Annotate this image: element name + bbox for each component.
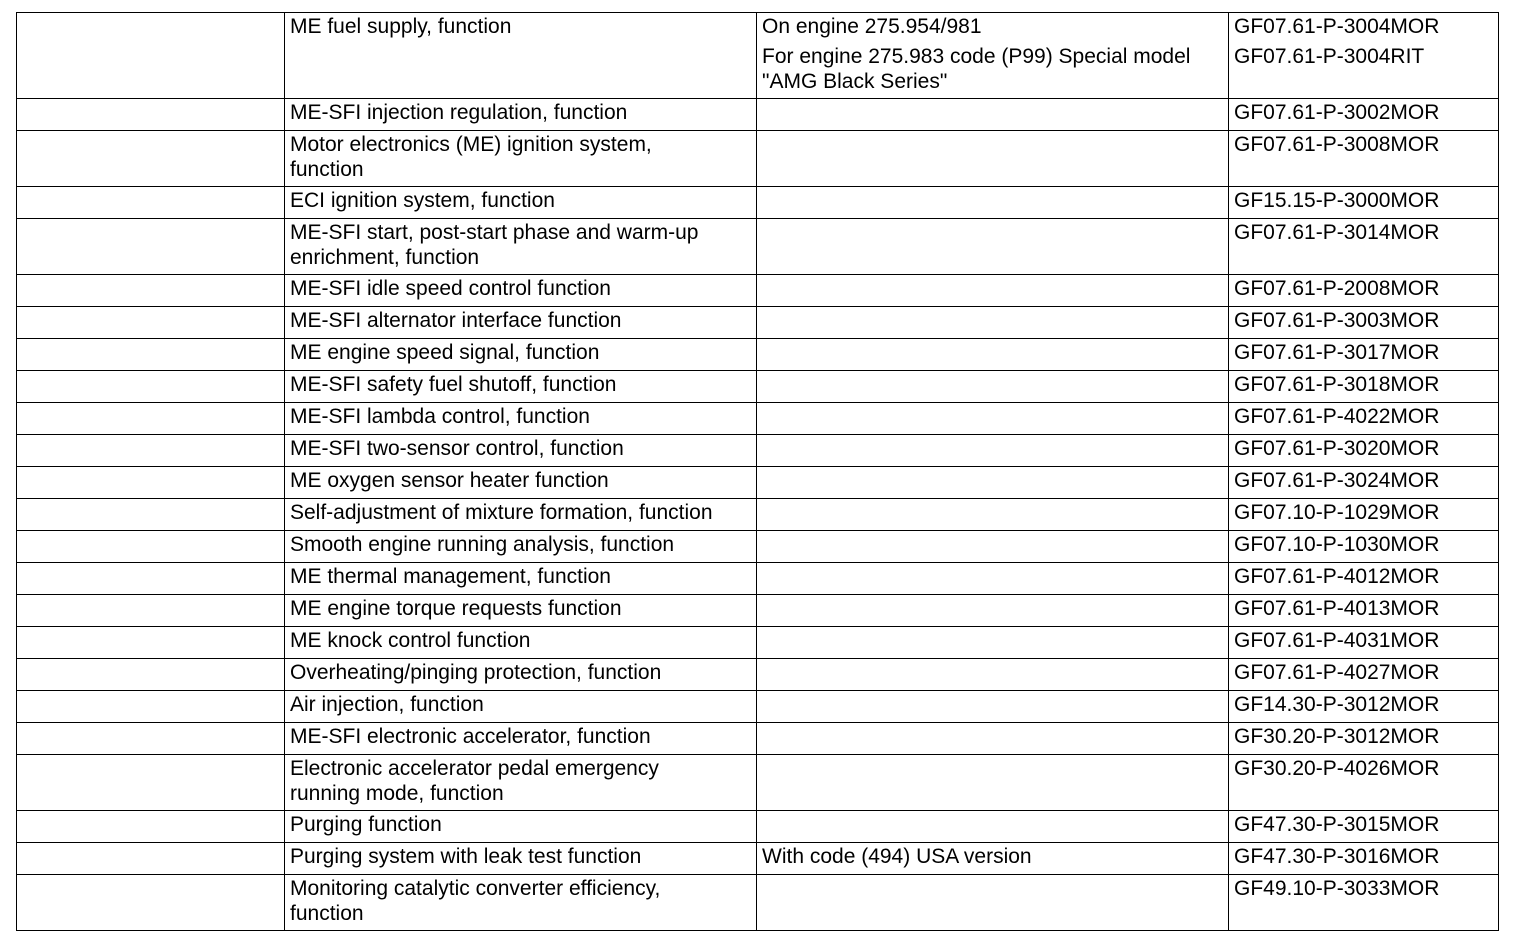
document-ref-cell <box>1229 659 1499 691</box>
table-row <box>17 13 1499 99</box>
blank-cell <box>17 187 285 219</box>
document-ref: GF07.61-P-3018MOR <box>1234 373 1440 396</box>
document-ref-cell <box>1229 13 1499 99</box>
notes-cell <box>757 659 1229 691</box>
document-ref: GF30.20-P-3012MOR <box>1234 725 1440 748</box>
document-ref: GF07.61-P-3003MOR <box>1234 309 1440 332</box>
notes-cell <box>757 723 1229 755</box>
function-cell: ME thermal management, function <box>285 563 757 595</box>
document-ref-cell <box>1229 219 1499 275</box>
table-row <box>17 627 1499 659</box>
table-row <box>17 499 1499 531</box>
document-ref: GF07.61-P-3017MOR <box>1234 341 1440 364</box>
notes-cell <box>757 875 1229 931</box>
document-ref-cell <box>1229 531 1499 563</box>
table-row <box>17 339 1499 371</box>
document-ref-cell <box>1229 691 1499 723</box>
table-row <box>17 467 1499 499</box>
notes-cell <box>757 187 1229 219</box>
document-ref: GF07.10-P-1029MOR <box>1234 501 1440 524</box>
blank-cell <box>17 371 285 403</box>
blank-cell <box>17 531 285 563</box>
document-ref: GF07.61-P-3004MOR <box>1234 15 1440 38</box>
document-ref: GF07.61-P-4013MOR <box>1234 597 1440 620</box>
notes-cell <box>757 531 1229 563</box>
document-ref-cell <box>1229 755 1499 811</box>
document-ref-cell <box>1229 499 1499 531</box>
table-row <box>17 811 1499 843</box>
table-row <box>17 435 1499 467</box>
note-text: With code (494) USA version <box>762 845 1032 868</box>
document-ref: GF07.61-P-3024MOR <box>1234 469 1440 492</box>
table-row <box>17 371 1499 403</box>
document-ref-cell <box>1229 627 1499 659</box>
blank-cell <box>17 435 285 467</box>
notes-cell <box>757 435 1229 467</box>
document-ref-cell <box>1229 307 1499 339</box>
table-row <box>17 99 1499 131</box>
notes-cell <box>757 563 1229 595</box>
document-ref-cell <box>1229 875 1499 931</box>
blank-cell <box>17 219 285 275</box>
notes-cell <box>757 755 1229 811</box>
function-cell: ME-SFI safety fuel shutoff, function <box>285 371 757 403</box>
document-ref: GF49.10-P-3033MOR <box>1234 877 1440 900</box>
table-row <box>17 723 1499 755</box>
table-row <box>17 187 1499 219</box>
notes-cell <box>757 371 1229 403</box>
document-ref: GF47.30-P-3016MOR <box>1234 845 1440 868</box>
document-ref-cell <box>1229 99 1499 131</box>
document-ref: GF30.20-P-4026MOR <box>1234 757 1440 780</box>
document-ref: GF07.10-P-1030MOR <box>1234 533 1440 556</box>
function-reference-table <box>16 12 1499 931</box>
function-cell: Motor electronics (ME) ignition system, function <box>285 131 757 187</box>
function-cell: ME-SFI alternator interface function <box>285 307 757 339</box>
function-cell: Overheating/pinging protection, function <box>285 659 757 691</box>
document-ref: GF07.61-P-3014MOR <box>1234 221 1440 244</box>
blank-cell <box>17 339 285 371</box>
notes-cell <box>757 811 1229 843</box>
table-row <box>17 219 1499 275</box>
table-row <box>17 691 1499 723</box>
table-row <box>17 595 1499 627</box>
document-ref-cell <box>1229 339 1499 371</box>
function-cell: ME engine speed signal, function <box>285 339 757 371</box>
blank-cell <box>17 595 285 627</box>
document-ref: GF07.61-P-4012MOR <box>1234 565 1440 588</box>
function-cell: ECI ignition system, function <box>285 187 757 219</box>
table-row <box>17 563 1499 595</box>
document-ref: GF14.30-P-3012MOR <box>1234 693 1440 716</box>
blank-cell <box>17 723 285 755</box>
notes-cell <box>757 499 1229 531</box>
document-ref-cell <box>1229 467 1499 499</box>
table-row <box>17 275 1499 307</box>
document-ref: GF07.61-P-3002MOR <box>1234 101 1440 124</box>
function-cell: Monitoring catalytic converter efficiency, function <box>285 875 757 931</box>
document-ref: GF07.61-P-4027MOR <box>1234 661 1440 684</box>
function-cell: Self-adjustment of mixture formation, function <box>285 499 757 531</box>
blank-cell <box>17 99 285 131</box>
document-ref: GF07.61-P-3008MOR <box>1234 133 1440 156</box>
blank-cell <box>17 843 285 875</box>
function-cell: ME-SFI idle speed control function <box>285 275 757 307</box>
notes-cell <box>757 691 1229 723</box>
notes-cell <box>757 13 1229 99</box>
blank-cell <box>17 811 285 843</box>
document-ref-cell <box>1229 275 1499 307</box>
document-ref: GF15.15-P-3000MOR <box>1234 189 1440 212</box>
function-cell: ME oxygen sensor heater function <box>285 467 757 499</box>
document-ref-cell <box>1229 563 1499 595</box>
function-cell: Electronic accelerator pedal emergency running mode, function <box>285 755 757 811</box>
document-ref: GF47.30-P-3015MOR <box>1234 813 1440 836</box>
table-row <box>17 875 1499 931</box>
notes-cell <box>757 131 1229 187</box>
blank-cell <box>17 307 285 339</box>
table-body <box>17 13 1499 931</box>
notes-cell <box>757 219 1229 275</box>
function-cell: ME-SFI two-sensor control, function <box>285 435 757 467</box>
function-cell: Purging function <box>285 811 757 843</box>
function-cell: Air injection, function <box>285 691 757 723</box>
blank-cell <box>17 275 285 307</box>
document-ref: GF07.61-P-4031MOR <box>1234 629 1440 652</box>
document-ref-cell <box>1229 435 1499 467</box>
function-cell: ME-SFI electronic accelerator, function <box>285 723 757 755</box>
blank-cell <box>17 499 285 531</box>
document-ref: GF07.61-P-2008MOR <box>1234 277 1440 300</box>
blank-cell <box>17 659 285 691</box>
notes-cell <box>757 843 1229 875</box>
blank-cell <box>17 467 285 499</box>
notes-cell <box>757 99 1229 131</box>
function-cell: ME-SFI start, post-start phase and warm-up enrichment, function <box>285 219 757 275</box>
note-text: For engine 275.983 code (P99) Special model "AMG Black Series" <box>762 45 1191 93</box>
function-cell: ME knock control function <box>285 627 757 659</box>
table-row <box>17 531 1499 563</box>
notes-cell <box>757 627 1229 659</box>
function-cell: ME-SFI injection regulation, function <box>285 99 757 131</box>
blank-cell <box>17 563 285 595</box>
document-ref: GF07.61-P-3020MOR <box>1234 437 1440 460</box>
table-row <box>17 131 1499 187</box>
blank-cell <box>17 875 285 931</box>
function-cell: Smooth engine running analysis, function <box>285 531 757 563</box>
table-row <box>17 843 1499 875</box>
notes-cell <box>757 595 1229 627</box>
function-cell: ME fuel supply, function <box>285 13 757 99</box>
document-ref-cell <box>1229 811 1499 843</box>
table-row <box>17 307 1499 339</box>
function-cell: Purging system with leak test function <box>285 843 757 875</box>
document-ref-cell <box>1229 595 1499 627</box>
blank-cell <box>17 13 285 99</box>
notes-cell <box>757 307 1229 339</box>
blank-cell <box>17 131 285 187</box>
blank-cell <box>17 627 285 659</box>
document-ref: GF07.61-P-4022MOR <box>1234 405 1440 428</box>
table-row <box>17 659 1499 691</box>
document-ref-cell <box>1229 843 1499 875</box>
table-row <box>17 755 1499 811</box>
note-text: On engine 275.954/981 <box>762 15 982 38</box>
document-ref-cell <box>1229 131 1499 187</box>
blank-cell <box>17 755 285 811</box>
blank-cell <box>17 403 285 435</box>
document-ref-cell <box>1229 403 1499 435</box>
notes-cell <box>757 403 1229 435</box>
notes-cell <box>757 467 1229 499</box>
document-ref: GF07.61-P-3004RIT <box>1234 45 1425 68</box>
table-row <box>17 403 1499 435</box>
function-cell: ME engine torque requests function <box>285 595 757 627</box>
notes-cell <box>757 275 1229 307</box>
notes-cell <box>757 339 1229 371</box>
blank-cell <box>17 691 285 723</box>
function-cell: ME-SFI lambda control, function <box>285 403 757 435</box>
document-ref-cell <box>1229 371 1499 403</box>
document-ref-cell <box>1229 187 1499 219</box>
document-ref-cell <box>1229 723 1499 755</box>
